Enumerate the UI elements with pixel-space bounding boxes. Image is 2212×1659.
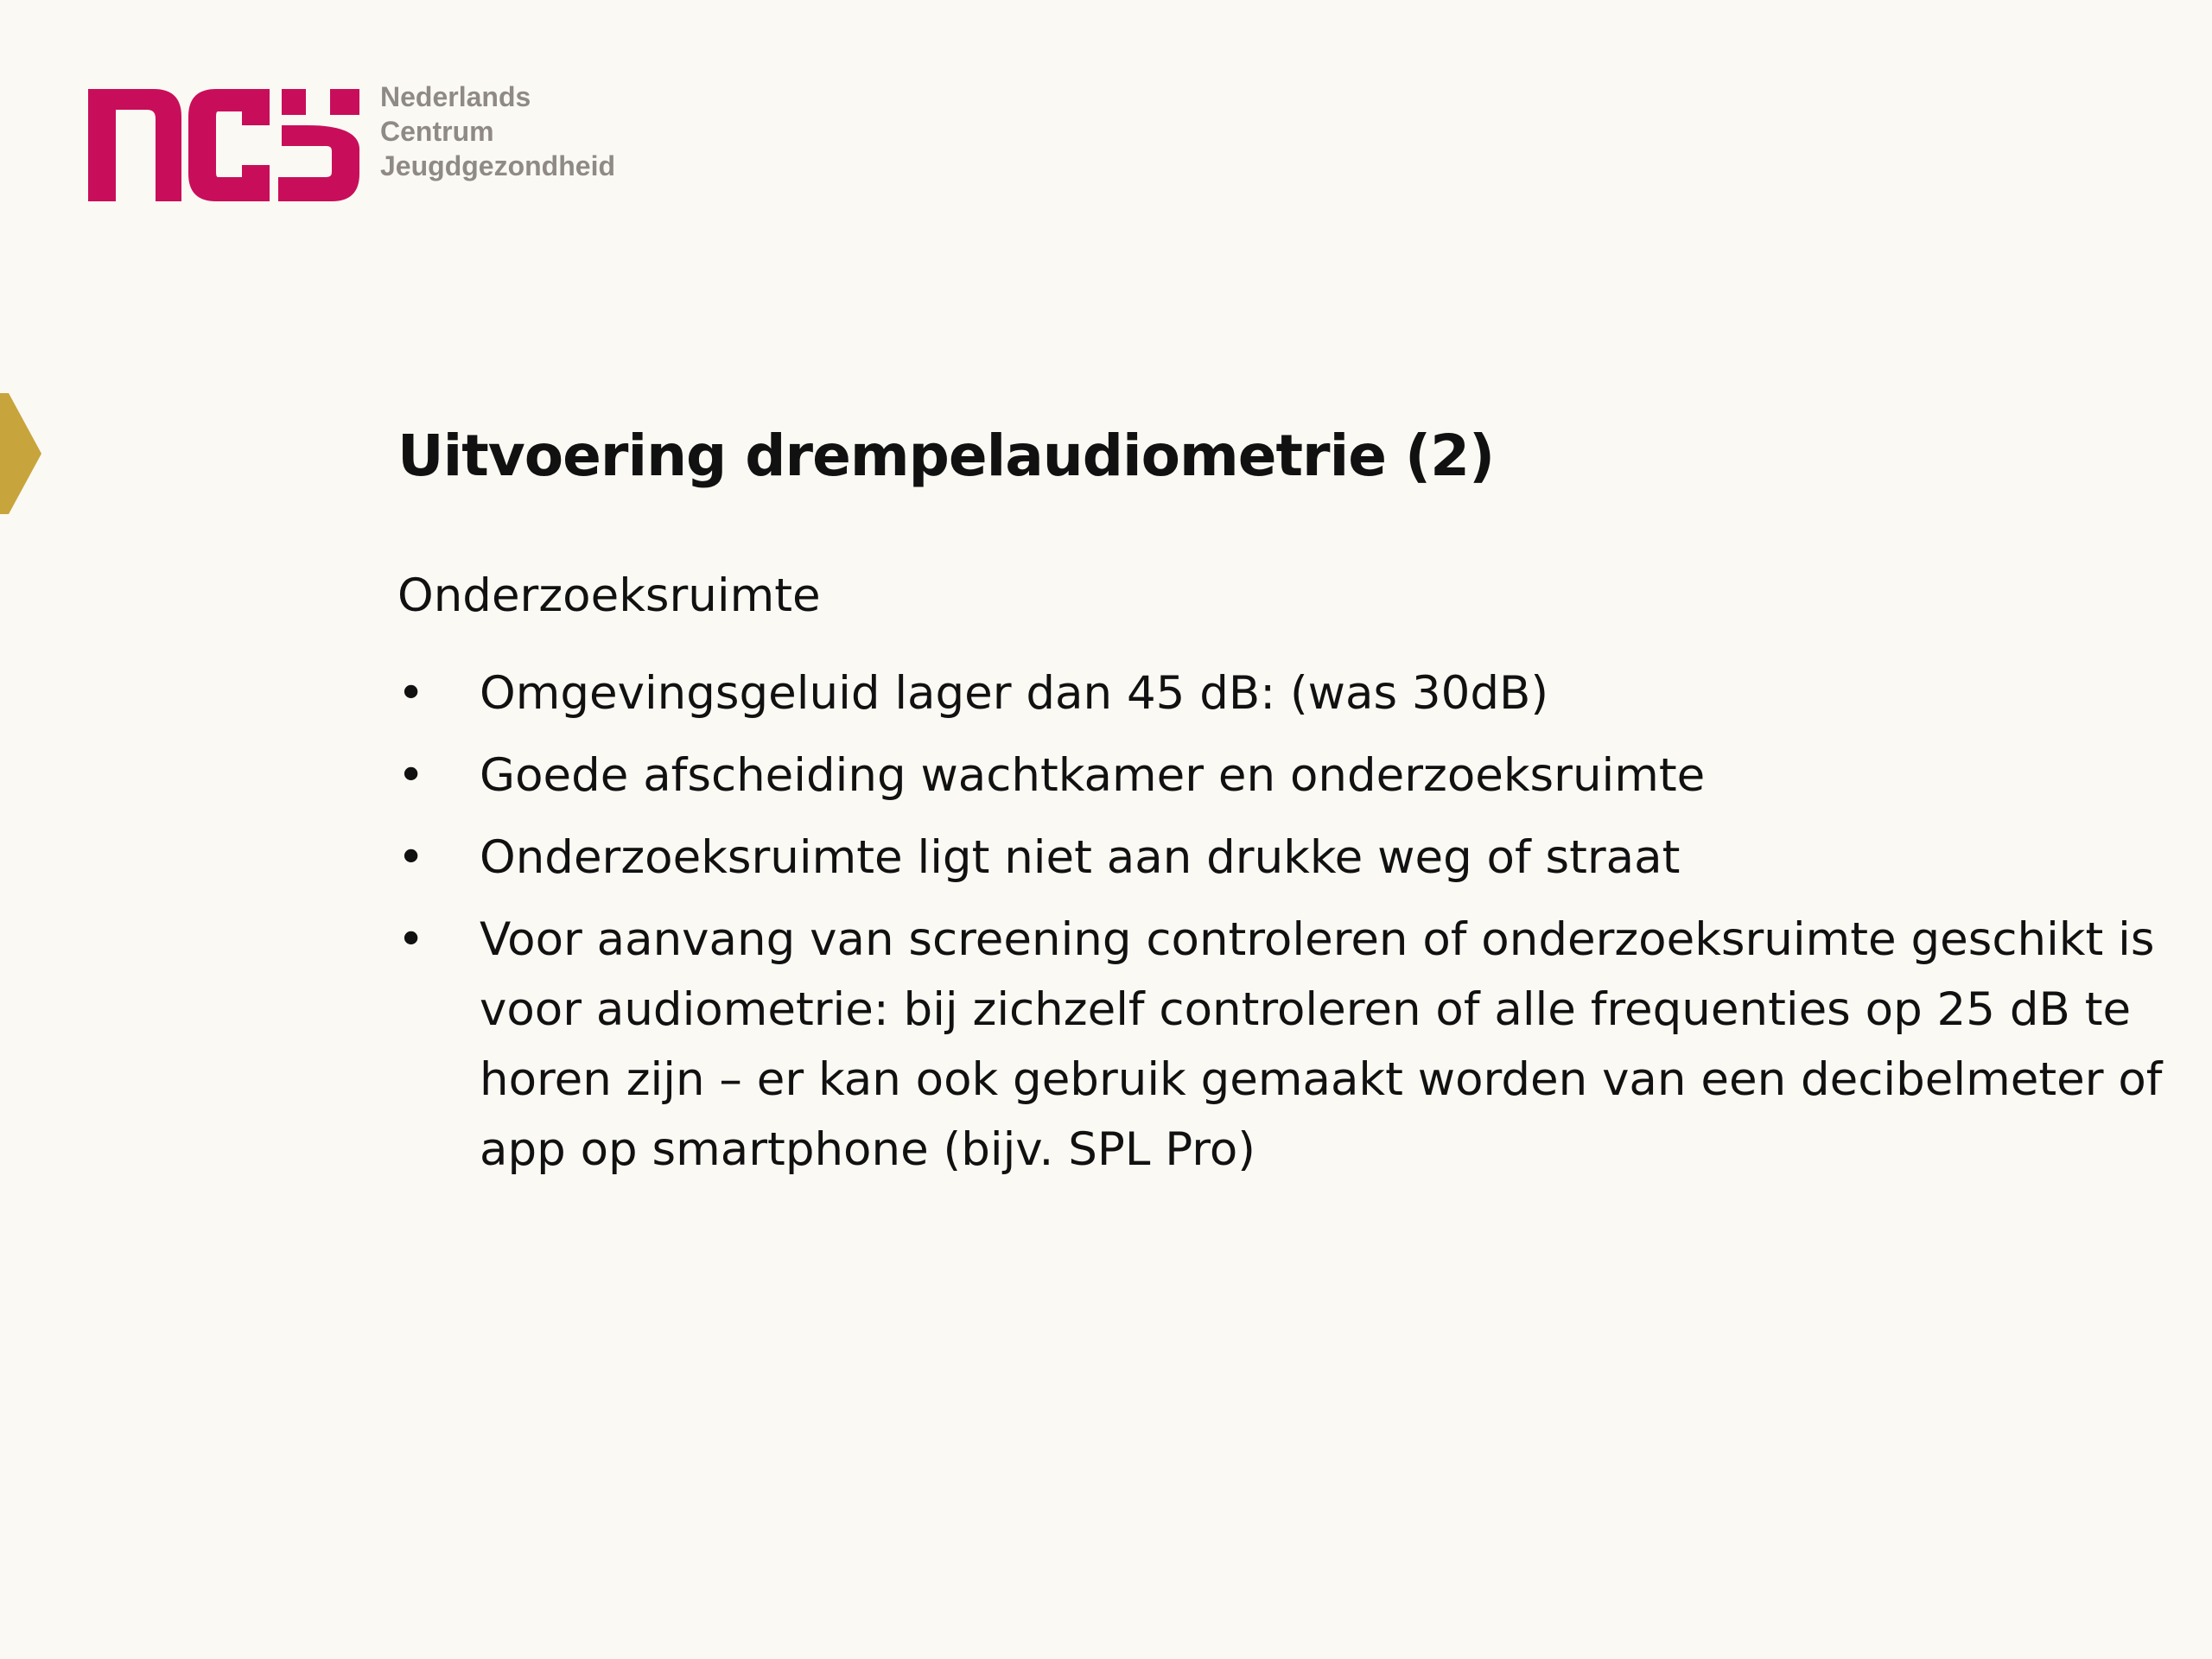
bullet-icon: • [397, 667, 425, 720]
bullet-text: Omgevingsgeluid lager dan 45 dB: (was 30dB) [480, 667, 1549, 720]
bullet-text: Goede afscheiding wachtkamer en onderzoeksruimte [480, 749, 1706, 802]
slide-subtitle: Onderzoeksruimte [397, 569, 821, 622]
bullet-icon: • [397, 749, 425, 802]
logo-line-3: Jeugdgezondheid [380, 150, 615, 181]
bullet-item [397, 905, 2177, 1185]
bullet-icon: • [397, 913, 425, 966]
slide-title: Uitvoering drempelaudiometrie (2) [397, 423, 1495, 489]
logo-line-1: Nederlands [380, 81, 531, 112]
logo-line-2: Centrum [380, 116, 494, 147]
bullet-icon: • [397, 831, 425, 884]
bullet-item [397, 823, 2177, 893]
logo-wordmark [380, 79, 615, 183]
bullet-list [397, 658, 2177, 1197]
ncj-logo [86, 82, 615, 207]
bullet-text: Voor aanvang van screening controleren of onderzoeksruimte geschikt is voor audiometrie: bij zichzelf controleren of alle frequenties op 25 dB te horen zijn – er kan ook gebruik gemaakt worden van een decibelmeter of app op smartphone (bijv. SPL Pro) [480, 913, 2163, 1176]
bullet-item [397, 658, 2177, 728]
gold-arrow-icon [0, 393, 43, 514]
ncj-logo-mark [86, 82, 361, 207]
bullet-item [397, 741, 2177, 810]
bullet-text: Onderzoeksruimte ligt niet aan drukke weg of straat [480, 831, 1681, 884]
